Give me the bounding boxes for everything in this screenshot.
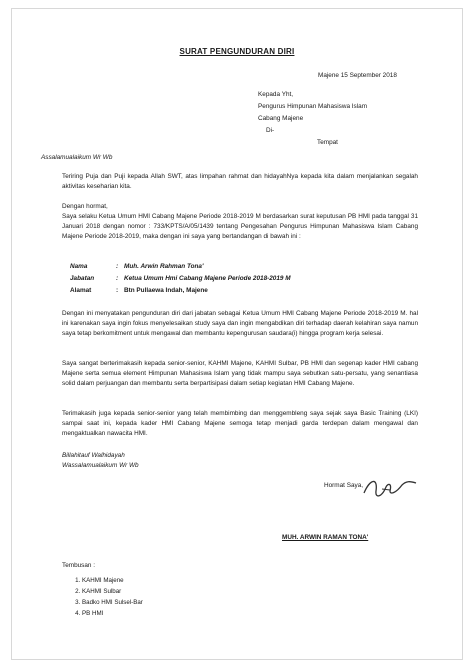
- body-paragraph-1: [62, 309, 418, 338]
- greeting: Assalamualaikum Wr Wb: [41, 154, 113, 161]
- body-paragraph-2: [62, 359, 418, 388]
- identity-position-row: [70, 275, 291, 282]
- identity-colon: :: [116, 275, 119, 282]
- opening-paragraph: [62, 172, 418, 192]
- letter-title: SURAT PENGUNDURAN DIRI: [179, 47, 295, 56]
- recipient-line: Kepada Yht,: [258, 91, 294, 98]
- opening-text: Teriring Puja dan Puji kepada Allah SWT, atas limpahan rahmat dan hidayahNya kepada kita dalam menjalankan segalah aktivitas keseharian kita.: [62, 173, 418, 190]
- identity-address-value: Btn Pullaewa Indah, Majene: [124, 287, 208, 294]
- cc-item: 1. KAHMI Majene: [82, 575, 143, 586]
- recipient-line: Cabang Majene: [258, 115, 304, 122]
- place-date: Majene 15 September 2018: [318, 72, 397, 79]
- identity-position-label: Jabatan: [70, 275, 95, 282]
- recipient-line: Pengurus Himpunan Mahasiswa Islam: [258, 103, 368, 110]
- paragraph-text: Dengan ini menyatakan pengunduran diri dari jabatan sebagai Ketua Umum HMI Cabang Majene Periode 2018-2019 M. hal ini karenakan saya ingin fokus menyelesaikan study saya dan ingin mengabdikan diri terhadap daerah kelahiran saya namun saya tetap berkomitment untuk mengawal dan membantu kepengurusan saudara(i) hingga program kerja selesai.: [62, 310, 418, 337]
- identity-name-label: Nama: [70, 263, 88, 270]
- signer-name: MUH. ARWIN RAMAN TONA': [282, 534, 369, 541]
- recipient-line: Tempat: [317, 139, 338, 146]
- identity-colon: :: [116, 263, 119, 270]
- closing-line-2: Wassalamualaikum Wr Wb: [62, 462, 139, 469]
- cc-item: 3. Badko HMI Sulsel-Bar: [82, 597, 143, 608]
- regards: Hormat Saya,: [324, 482, 364, 489]
- identity-address-label: Alamat: [70, 287, 92, 294]
- identity-position-value: Ketua Umum Hmi Cabang Majene Periode 2018-2019 M: [124, 275, 291, 282]
- identity-colon: :: [116, 287, 119, 294]
- closing-line-1: Billahitauf Walhidayah: [62, 452, 125, 459]
- recipient-line: Di-: [266, 127, 275, 134]
- paragraph-text: Saya sangat berterimakasih kepada senior-senior, KAHMI Majene, KAHMI Sulbar, PB HMI dan segenap kader HMI cabang Majene serta semua element Himpunan Mahasiswa Islam yang tidak mampu saya sebutkan satu-persatu, yang senantiasa solid dalam perjuangan dan membantu serta berpartisipasi dalam setiap kegiatan HMI Cabang Majene.: [62, 360, 418, 387]
- intro-text: Saya selaku Ketua Umum HMI Cabang Majene Periode 2018-2019 M berdasarkan surat keputusan PB HMI pada tanggal 31 Januari 2018 dengan nomor : 733/KPTS/A/05/1439 tentang Pengesahan Pengurus Himpunan Mahasiswa Islam Cabang Majene Periode 2018-2019, maka dengan ini saya yang bertandangan di bawah ini :: [62, 213, 418, 240]
- letter-page: [11, 8, 463, 660]
- salutation: Dengan hormat,: [62, 203, 108, 210]
- identity-address-row: [70, 287, 208, 294]
- identity-name-row: [70, 263, 204, 270]
- intro-paragraph: [62, 212, 418, 241]
- signature-mark: [360, 469, 420, 509]
- cc-item: 4. PB HMI: [82, 608, 143, 619]
- cc-item: 2. KAHMI Sulbar: [82, 586, 143, 597]
- cc-label: Tembusan :: [62, 562, 96, 569]
- identity-name-value: Muh. Arwin Rahman Tona': [124, 263, 204, 270]
- cc-list: [70, 575, 143, 619]
- paragraph-text: Terimakasih juga kepada senior-senior yang telah membimbing dan menggembleng saya sejak saya Basic Training (LKI) sampai saat ini, kepada kader HMI Cabang Majene semoga tetap menjadi garda terdepan dalam mengawal dan mengaktualkan nawacita HMI.: [62, 410, 418, 437]
- body-paragraph-3: [62, 409, 418, 438]
